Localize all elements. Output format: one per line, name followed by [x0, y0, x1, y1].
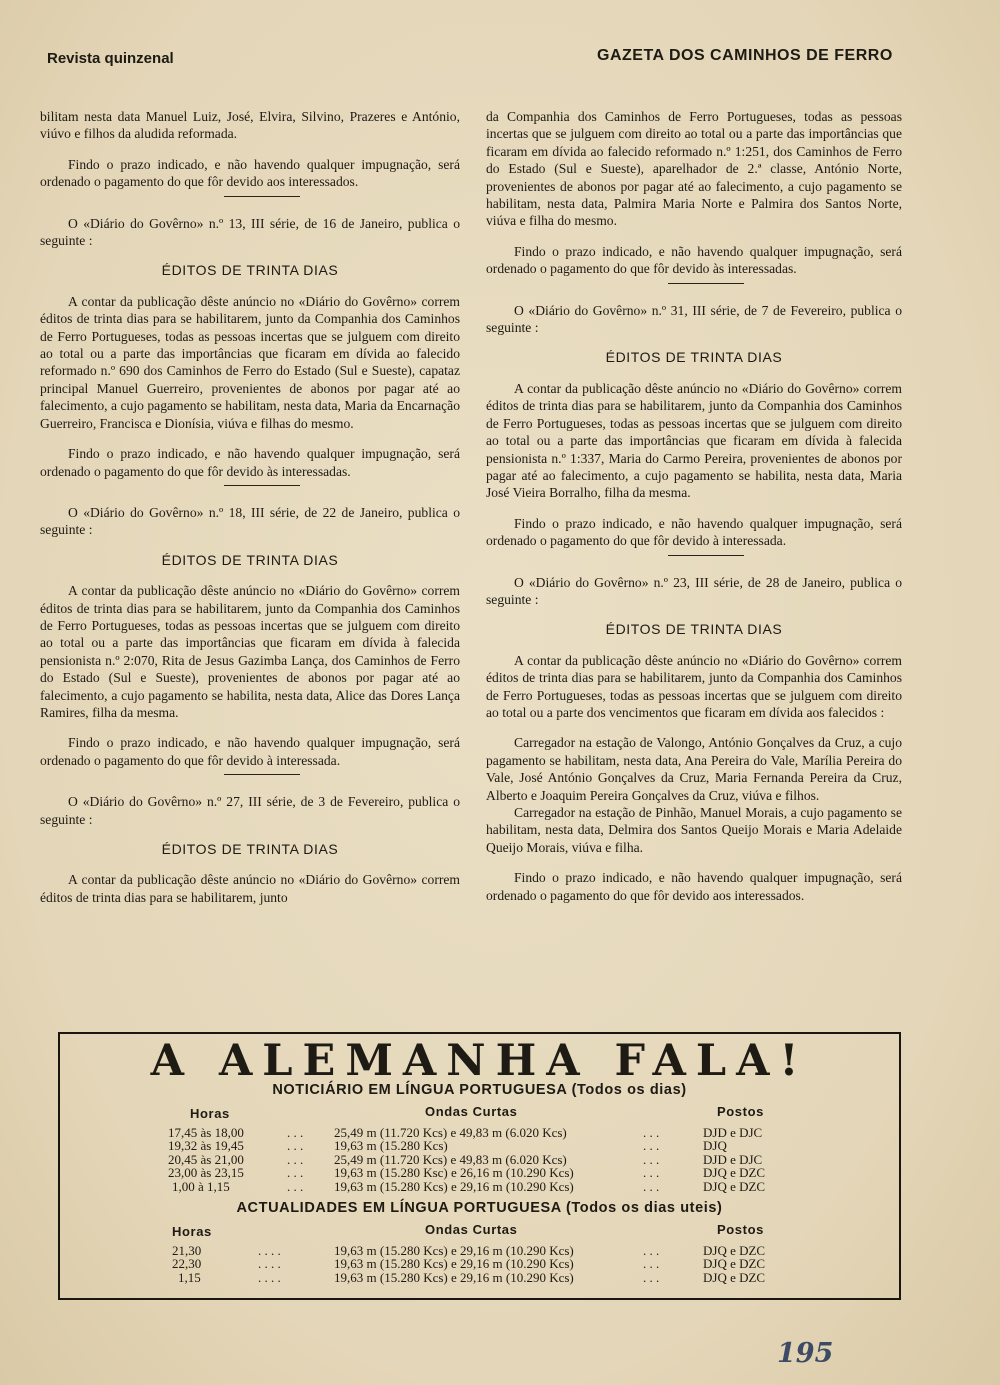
paragraph: A contar da publicação dêste anúncio no «Diário do Govêrno» correm éditos de trinta dias para se habilitarem, junto da Companhia dos Caminhos de Ferro Portugueses, todas as pessoas incertas que se julguem com direito ao total ou a parte das importâncias que ficaram em dívida à falecida pensionista n.º 1:337, Maria do Carmo Pereira, provenientes de abonos por pagar até ao falecimento, a cujo pagamento se habilita, nesta data, Maria José Vieira Borralho, filha da mesma.: [486, 380, 902, 501]
right-column: [486, 108, 902, 917]
paragraph: O «Diário do Govêrno» n.º 18, III série, de 22 de Janeiro, publica o seguinte :: [40, 504, 460, 538]
cell-dots: . . . .: [258, 1269, 281, 1285]
cell-horas: 19,32 às 19,45: [168, 1138, 244, 1154]
cell-ondas: 19,63 m (15.280 Kcs) e 29,16 m (10.290 Kcs): [334, 1178, 574, 1194]
cell-dots: . . .: [287, 1178, 304, 1194]
paragraph: O «Diário do Govêrno» n.º 31, III série, de 7 de Fevereiro, publica o seguinte :: [486, 302, 902, 336]
cell-dots: . . .: [643, 1125, 660, 1140]
page-number: 195: [777, 1338, 834, 1369]
paragraph: Findo o prazo indicado, e não havendo qualquer impugnação, será ordenado o pagamento do que fôr devido aos interessados.: [486, 870, 902, 903]
cell-postos: DJD e DJC: [703, 1151, 763, 1167]
column-header-ondas: Ondas Curtas: [425, 1222, 518, 1237]
ad-title: A ALEMANHA FALA!: [150, 1036, 809, 1086]
paragraph: A contar da publicação dêste anúncio no «Diário do Govêrno» correm éditos de trinta dias para se habilitarem, junto: [40, 872, 460, 905]
cell-postos: DJQ e DZC: [703, 1165, 766, 1181]
advertisement-box: [58, 1032, 901, 1300]
section-divider: [224, 485, 300, 486]
cell-dots: . . .: [287, 1165, 304, 1181]
cell-dots: . . .: [287, 1138, 304, 1154]
paragraph: A contar da publicação dêste anúncio no «Diário do Govêrno» correm éditos de trinta dias para se habilitarem, junto da Companhia dos Caminhos de Ferro Portugueses, todas as pessoas incertas que se julguem com direito ao total ou a parte das importâncias que ficaram em dívida à falecida pensionista n.º 2:070, Rita de Jesus Gazimba Lança, dos Caminhos de Ferro do Estado (Sul e Sueste), provenientes de abonos por pagar até ao falecimento, a cujo pagamento se habilita, nesta data, Alice das Dores Lança Ramires, filha da mesma.: [40, 583, 460, 720]
cell-postos: DJQ e DZC: [703, 1269, 766, 1285]
schedule-table-1: [60, 1126, 899, 1193]
paragraph: Findo o prazo indicado, e não havendo qualquer impugnação, será ordenado o pagamento do que fôr devido à interessada.: [486, 515, 902, 549]
cell-dots: . . . .: [258, 1243, 281, 1258]
paragraph: Findo o prazo indicado, e não havendo qualquer impugnação, será ordenado o pagamento do que fôr devido à interessada.: [40, 735, 460, 768]
schedule-table-2: [60, 1244, 899, 1284]
column-header-horas: Horas: [190, 1106, 230, 1121]
paragraph: Findo o prazo indicado, e não havendo qualquer impugnação, será ordenado o pagamento do que fôr devido às interessadas.: [486, 243, 902, 277]
cell-postos: DJD e DJC: [703, 1125, 763, 1140]
cell-ondas: 25,49 m (11.720 Kcs) e 49,83 m (6.020 Kcs): [334, 1151, 567, 1167]
cell-postos: DJQ: [703, 1138, 727, 1154]
cell-postos: DJQ e DZC: [703, 1256, 766, 1272]
table-row: [60, 1271, 899, 1284]
section-title: ÉDITOS DE TRINTA DIAS: [161, 551, 339, 568]
paragraph: Findo o prazo indicado, e não havendo qualquer impugnação, será ordenado o pagamento do que fôr devido aos interessados.: [40, 156, 460, 190]
cell-postos: DJQ e DZC: [703, 1178, 766, 1194]
section-title: ÉDITOS DE TRINTA DIAS: [161, 841, 339, 857]
section-divider: [668, 555, 744, 556]
cell-ondas: 19,63 m (15.280 Ksc) e 26,16 m (10.290 Kcs): [334, 1165, 574, 1181]
table-row: [60, 1139, 899, 1152]
paragraph: O «Diário do Govêrno» n.º 13, III série, de 16 de Janeiro, publica o seguinte :: [40, 215, 460, 249]
paragraph: A contar da publicação dêste anúncio no «Diário do Govêrno» correm éditos de trinta dias para se habilitarem, junto da Companhia dos Caminhos de Ferro Portugueses, todas as pessoas incertas que se julguem com direito ao total ou a parte dos vencimentos que ficaram em dívida aos falecidos :: [486, 652, 902, 720]
column-header-postos: Postos: [717, 1104, 764, 1119]
table-row: [60, 1244, 899, 1257]
cell-dots: . . .: [643, 1151, 660, 1167]
cell-dots: . . .: [643, 1138, 660, 1154]
paragraph: A contar da publicação dêste anúncio no «Diário do Govêrno» correm éditos de trinta dias para se habilitarem, junto da Companhia dos Caminhos de Ferro Portugueses, todas as pessoas incertas que se julguem com direito ao total ou a parte das importâncias que ficaram em dívida ao falecido reformado n.º 690 dos Caminhos de Ferro do Estado (Sul e Sueste), capataz principal Manuel Guerreiro, provenientes de abonos por pagar até ao falecimento, a cujo pagamento se habilitam, nesta data, Maria da Encarnação Guerreiro, Francisca e Dionísia, viúva e filhas do mesmo.: [40, 293, 460, 431]
cell-horas: 23,00 às 23,15: [168, 1165, 244, 1181]
cell-dots: . . .: [643, 1269, 660, 1285]
section-divider: [668, 283, 744, 284]
table-row: [60, 1126, 899, 1139]
table-row: [60, 1257, 899, 1270]
left-column: [40, 108, 460, 919]
column-header-postos: Postos: [717, 1222, 764, 1237]
table-row: [60, 1180, 899, 1193]
cell-ondas: 19,63 m (15.280 Kcs) e 29,16 m (10.290 Kcs): [334, 1243, 574, 1258]
cell-dots: . . .: [643, 1178, 660, 1194]
paragraph: O «Diário do Govêrno» n.º 27, III série, de 3 de Fevereiro, publica o seguinte :: [40, 794, 460, 827]
cell-horas: 1,15: [178, 1269, 201, 1285]
cell-ondas: 19,63 m (15.280 Kcs) e 29,16 m (10.290 Kcs): [334, 1256, 574, 1272]
section-title: ÉDITOS DE TRINTA DIAS: [605, 621, 783, 638]
cell-dots: . . .: [287, 1125, 304, 1140]
running-header-left: Revista quinzenal: [47, 50, 174, 67]
cell-horas: 17,45 às 18,00: [168, 1125, 244, 1140]
cell-dots: . . .: [643, 1165, 660, 1181]
cell-ondas: 19,63 m (15.280 Kcs) e 29,16 m (10.290 Kcs): [334, 1269, 574, 1285]
cell-horas: 1,00 à 1,15: [172, 1178, 230, 1194]
column-header-ondas: Ondas Curtas: [425, 1104, 518, 1119]
column-header-horas: Horas: [172, 1224, 212, 1239]
cell-dots: . . .: [287, 1151, 304, 1167]
section-title: ÉDITOS DE TRINTA DIAS: [161, 262, 339, 279]
cell-horas: 20,45 às 21,00: [168, 1151, 244, 1167]
paragraph: da Companhia dos Caminhos de Ferro Portugueses, todas as pessoas incertas que se julguem com direito ao total ou a parte das importâncias que ficaram em dívida ao falecido reformado n.º 1:251, dos Caminhos de Ferro do Estado (Sul e Sueste), aparelhador de 2.ª classe, António Norte, provenientes de abonos por pagar até ao falecimento, a cujo pagamento se habilitam, nesta data, Palmira Maria Norte e Palmira dos Santos Norte, viúva e filha do mesmo.: [486, 109, 902, 229]
cell-dots: . . .: [643, 1243, 660, 1258]
paragraph: Findo o prazo indicado, e não havendo qualquer impugnação, será ordenado o pagamento do que fôr devido às interessadas.: [40, 446, 460, 479]
table-row: [60, 1153, 899, 1166]
ad-section-heading: NOTICIÁRIO EM LÍNGUA PORTUGUESA (Todos os dias): [272, 1082, 687, 1098]
paragraph: bilitam nesta data Manuel Luiz, José, Elvira, Silvino, Prazeres e António, viúvo e filhos da aludida reformada.: [40, 109, 460, 142]
paragraph: Carregador na estação de Pinhão, Manuel Morais, a cujo pagamento se habilitam, nesta data, Delmira dos Santos Queijo Morais e Maria Adelaide Queijo Morais, viúva e filha.: [486, 805, 902, 855]
cell-dots: . . . .: [258, 1256, 281, 1272]
section-divider: [224, 196, 300, 197]
cell-horas: 21,30: [172, 1243, 202, 1258]
table-row: [60, 1166, 899, 1179]
section-title: ÉDITOS DE TRINTA DIAS: [605, 349, 783, 366]
paragraph: Carregador na estação de Valongo, António Gonçalves da Cruz, a cujo pagamento se habilitam, nesta data, Ana Pereira do Vale, Marília Pereira do Vale, José António Gonçalves da Cruz, Maria Fernanda Pereira da Cruz, Alberto e Joaquim Pereira Gonçalves da Cruz, viúva e filhos.: [486, 735, 902, 803]
paragraph: O «Diário do Govêrno» n.º 23, III série, de 28 de Janeiro, publica o seguinte :: [486, 574, 902, 607]
cell-horas: 22,30: [172, 1256, 202, 1272]
section-divider: [224, 774, 300, 775]
ad-section-heading: ACTUALIDADES EM LÍNGUA PORTUGUESA (Todos os dias uteis): [236, 1200, 723, 1216]
cell-ondas: 25,49 m (11.720 Kcs) e 49,83 m (6.020 Kcs): [334, 1125, 567, 1140]
cell-postos: DJQ e DZC: [703, 1243, 766, 1258]
cell-dots: . . .: [643, 1256, 660, 1272]
running-header-title: GAZETA DOS CAMINHOS DE FERRO: [597, 47, 893, 64]
cell-ondas: 19,63 m (15.280 Kcs): [334, 1138, 448, 1154]
